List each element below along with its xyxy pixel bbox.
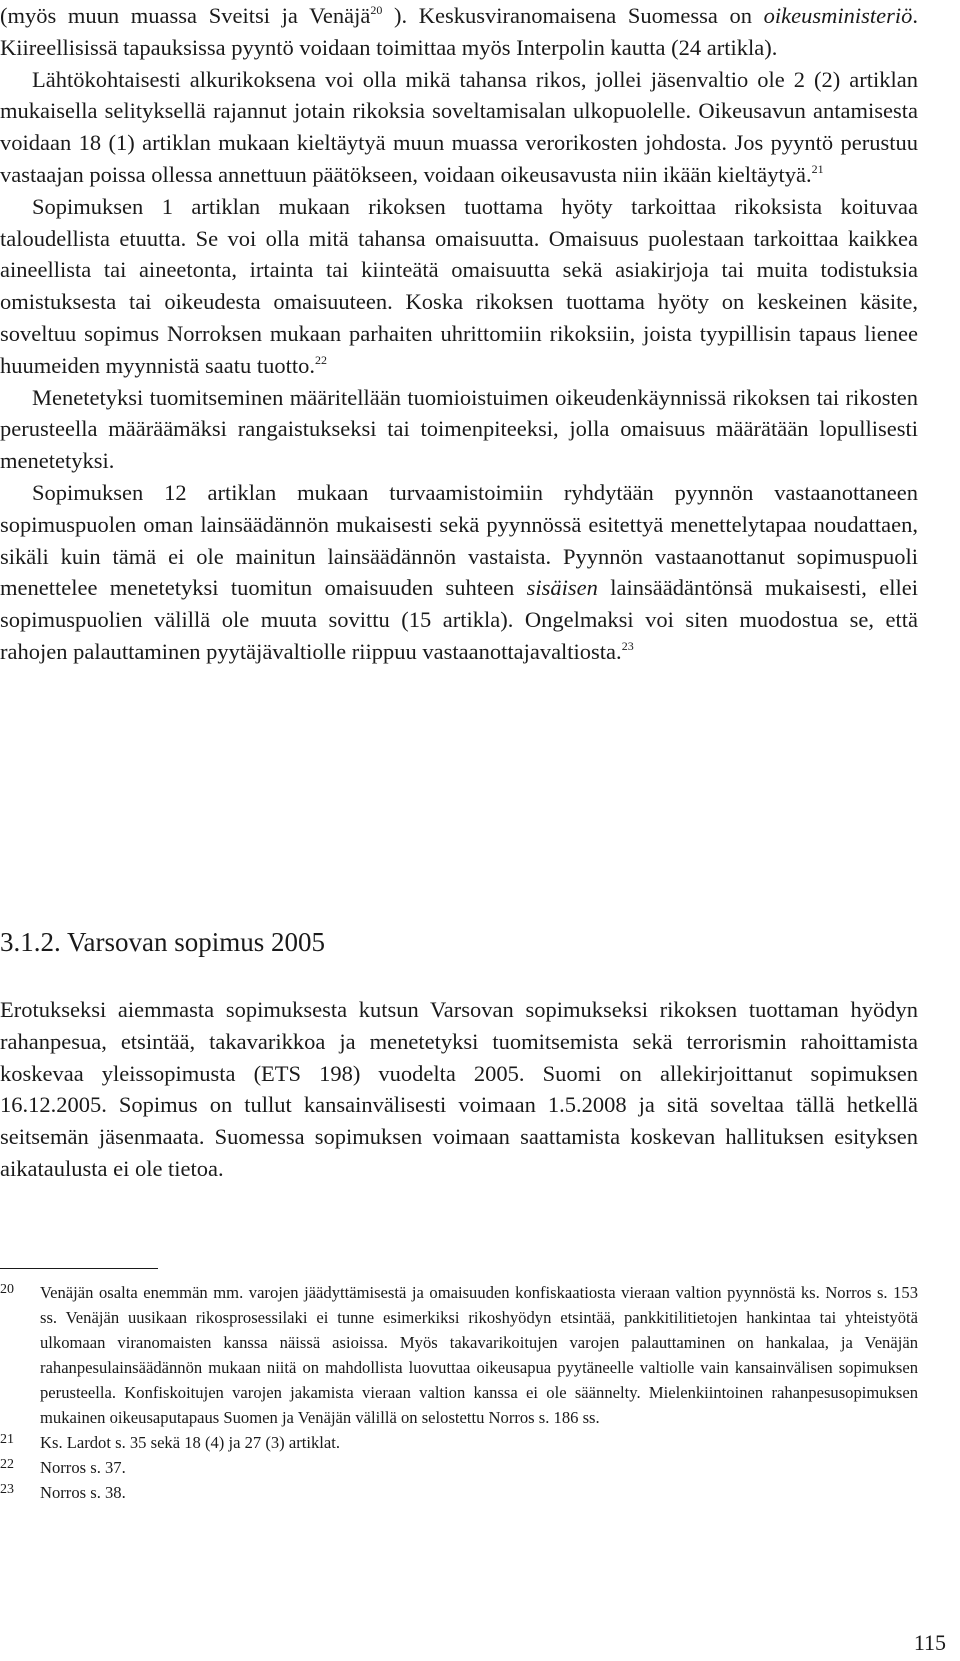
emphasis-oikeusministerio: oikeusministeriö	[763, 3, 913, 28]
paragraph-1: (myös muun muassa Sveitsi ja Venäjä$^{20}$ ). Keskusviranomaisena Suomessa on oikeusministeriö. Kiireellisissä tapauksissa pyyntö voidaan toimittaa myös Interpolin kautta (24 artikla).	[0, 3, 918, 60]
footnote-ref-23: 23	[621, 638, 634, 653]
paragraph-3: Sopimuksen 1 artiklan mukaan rikoksen tuottama hyöty tarkoittaa rikoksista koituvaa taloudellista etuutta. Se voi olla mitä tahansa omaisuutta. Omaisuus puolestaan tarkoittaa kaikkea aineellista tai aineetonta, irtainta tai kiinteätä omaisuutta sekä asiakirjoja tai muita todistuksia omistuksesta tai oikeudesta omaisuuteen. Koska rikoksen tuottama hyöty on keskeinen käsite, soveltuu sopimus Norroksen mukaan parhaiten uhrittomiin rikoksiin, joista tyypillisin tapaus lienee huumeiden myynnistä saatu tuotto.$^{22}$	[0, 193, 918, 378]
emphasis-sisaisen: sisäisen	[526, 575, 598, 601]
section-heading: 3.1.2. Varsovan sopimus 2005	[0, 927, 326, 957]
footnote-22	[0, 1455, 918, 1480]
footnote-ref-20: 20	[370, 3, 383, 17]
paragraph-4: Menetetyksi tuomitseminen määritellään tuomioistuimen oikeudenkäynnissä rikoksen tai rikosten perusteella määräämäksi rangaistukseksi tai toimenpiteeksi, jolla omaisuus määrätään lopullisesti menetetyksi.	[0, 384, 918, 474]
footnote-number: 22	[0, 1457, 14, 1472]
footnote-number: 21	[0, 1432, 14, 1447]
page-number: 115	[913, 1630, 946, 1655]
footnote-23	[0, 1480, 918, 1505]
footnote-text: Norros s. 37.	[40, 1458, 126, 1477]
footnotes	[0, 1280, 918, 1505]
paragraph-2: Lähtökohtaisesti alkurikoksena voi olla mikä tahansa rikos, jollei jäsenvaltio ole 2 (2) artiklan mukaisella selityksellä rajannut jotain rikoksia soveltamisalan ulkopuolelle. Oikeusavun antamisesta voidaan 18 (1) artiklan mukaan kieltäytyä muun muassa verorikosten johdosta. Jos pyyntö perustuu vastaajan poissa ollessa annettuun päätökseen, voidaan oikeusavusta niin ikään kieltäytyä.$^{21}$	[0, 66, 918, 187]
body-text	[0, 0, 918, 668]
footnote-ref-22: 22	[314, 352, 327, 367]
footnote-20	[0, 1280, 918, 1430]
footnote-ref-21: 21	[811, 161, 824, 176]
footnote-divider	[0, 1268, 158, 1269]
footnote-text: Norros s. 38.	[40, 1483, 126, 1502]
footnote-21	[0, 1430, 918, 1455]
footnote-text: Ks. Lardot s. 35 sekä 18 (4) ja 27 (3) artiklat.	[40, 1433, 340, 1452]
section-paragraph: Erotukseksi aiemmasta sopimuksesta kutsun Varsovan sopimukseksi rikoksen tuottaman hyödyn rahanpesua, etsintää, takavarikkoa ja menetetyksi tuomitsemista sekä terrorismin rahoittamista koskevaa yleissopimusta (ETS 198) vuodelta 2005. Suomi on allekirjoittanut sopimuksen 16.12.2005. Sopimus on tullut kansainvälisesti voimaan 1.5.2008 ja sitä soveltaa tällä hetkellä seitsemän jäsenmaata. Suomessa sopimuksen voimaan saattamista koskevan hallituksen esityksen aikataulusta ei ole tietoa.	[0, 997, 918, 1181]
paragraph-5: Sopimuksen 12 artiklan mukaan turvaamistoimiin ryhdytään pyynnön vastaanottaneen sopimuspuolen oman lainsäädännön mukaisesti sekä pyynnössä esitettyä menettelytapaa noudattaen, sikäli kuin tämä ei ole mainitun lainsäädännön vastaista. Pyynnön vastaanottanut sopimuspuoli menettelee menetetyksi tuomitun omaisuuden suhteen sisäisen lainsäädäntönsä mukaisesti, ellei sopimuspuolien välillä ole muuta sovittu (15 artikla). Ongelmaksi voi siten muodostua se, että rahojen palauttaminen pyytäjävaltiolle riippuu vastaanottajavaltiosta.$^{23}$	[0, 479, 918, 664]
footnote-text: Venäjän osalta enemmän mm. varojen jäädyttämisestä ja omaisuuden konfiskaatiosta vieraan valtion pyynnöstä ks. Norros s. 153 ss. Venäjän uusikaan rikosprosessilaki ei tunne esimerkiksi rikoshyödyn etsintää, pankkitilitietojen hankintaa tai yhteistyötä ulkomaan viranomaisten kanssa näissä asioissa. Myös takavarikoitujen varojen palauttaminen on hankalaa, ja Venäjän rahanpesulainsäädännön mukaan niitä on mahdollista luovuttaa oikeusapua pyytäneelle valtiolle vain kansainvälisen sopimuksen perusteella. Konfiskoitujen varojen jakamista vieraan valtion kanssa ei ole säännelty. Mielenkiintoinen rahanpesusopimuksen mukainen oikeusaputapaus Suomen ja Venäjän välillä on selostettu Norros s. 186 ss.	[40, 1283, 918, 1427]
footnote-number: 23	[0, 1482, 14, 1497]
footnote-number: 20	[0, 1282, 14, 1297]
